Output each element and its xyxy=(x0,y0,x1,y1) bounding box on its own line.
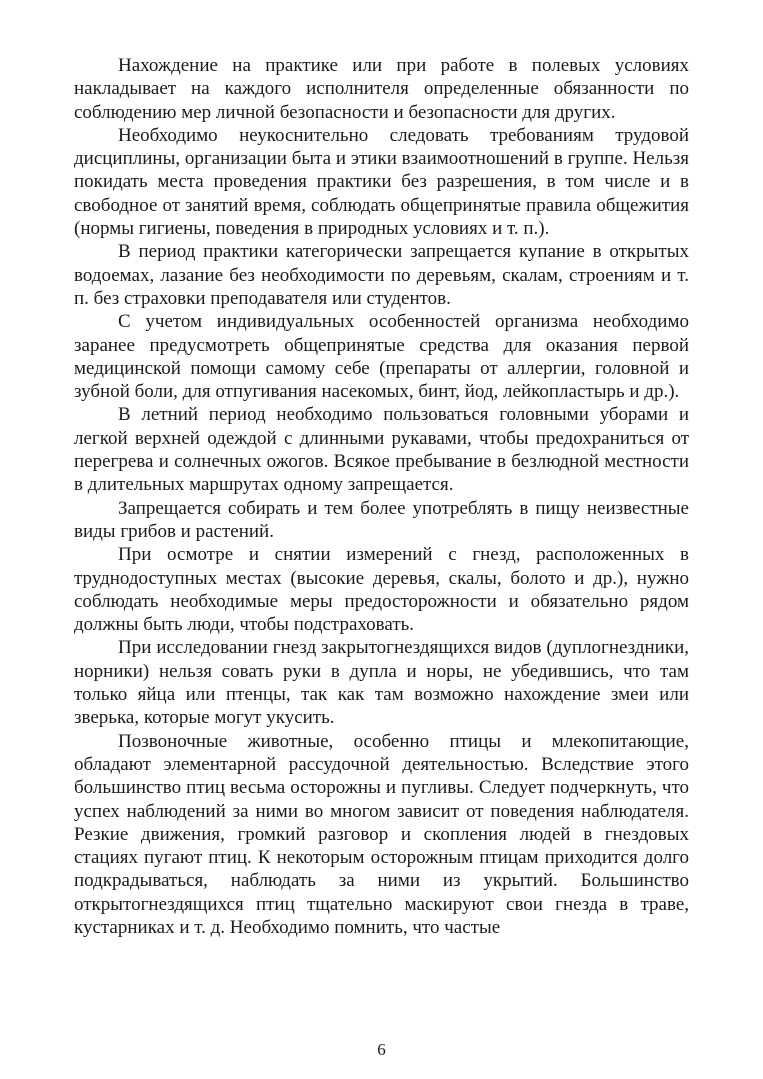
paragraph-7: При осмотре и снятии измерений с гнезд, расположенных в труднодоступных местах (высокие деревья, скалы, болото и др.), нужно соблюдать необходимые меры предосторожности и обязательно рядом должны быть люди, чтобы подстраховать. xyxy=(74,544,689,636)
paragraph-2: Необходимо неукоснительно следовать требованиям трудовой дисциплины, организации быта и этики взаимоотношений в группе. Нельзя покидать места проведения практики без разрешения, в том числе и в свободное от занятий время, соблюдать общепринятые правила общежития (нормы гигиены, поведения в природных условиях и т. п.). xyxy=(74,124,689,240)
paragraph-8: При исследовании гнезд закрытогнездящихся видов (дуплогнездники, норники) нельзя совать руки в дупла и норы, не убедившись, что там только яйца или птенцы, так как там возможно нахождение змеи или зверька, которые могут укусить. xyxy=(74,637,689,729)
paragraph-4: С учетом индивидуальных особенностей организма необходимо заранее предусмотреть общепринятые средства для оказания первой медицинской помощи самому себе (препараты от аллергии, головной и зубной боли, для отпугивания насекомых, бинт, йод, лейкопластырь и др.). xyxy=(74,311,689,403)
body-text xyxy=(74,54,689,939)
paragraph-3: В период практики категорически запрещается купание в открытых водоемах, лазание без необходимости по деревьям, скалам, строениям и т. п. без страховки преподавателя или студентов. xyxy=(74,241,689,309)
paragraph-9: Позвоночные животные, особенно птицы и млекопитающие, обладают элементарной рассудочной деятельностью. Вследствие этого большинство птиц весьма осторожны и пугливы. Следует подчеркнуть, что успех наблюдений за ними во многом зависит от поведения наблюдателя. Резкие движения, громкий разговор и скопления людей в гнездовых стациях пугают птиц. К некоторым осторожным птицам приходится долго подкрадываться, наблюдать за ними из укрытий. Большинство открытогнездящихся птиц тщательно маскируют свои гнезда в траве, кустарниках и т. д. Необходимо помнить, что частые xyxy=(74,730,689,938)
page-number: 6 xyxy=(377,1040,386,1059)
paragraph-1: Нахождение на практике или при работе в полевых условиях накладывает на каждого исполнителя определенные обязанности по соблюдению мер личной безопасности и безопасности для других. xyxy=(74,55,689,123)
paragraph-6: Запрещается собирать и тем более употреблять в пищу неизвестные виды грибов и растений. xyxy=(74,497,689,542)
paragraph-5: В летний период необходимо пользоваться головными уборами и легкой верхней одеждой с длинными рукавами, чтобы предохраниться от перегрева и солнечных ожогов. Всякое пребывание в безлюдной местности в длительных маршрутах одному запрещается. xyxy=(74,404,689,496)
